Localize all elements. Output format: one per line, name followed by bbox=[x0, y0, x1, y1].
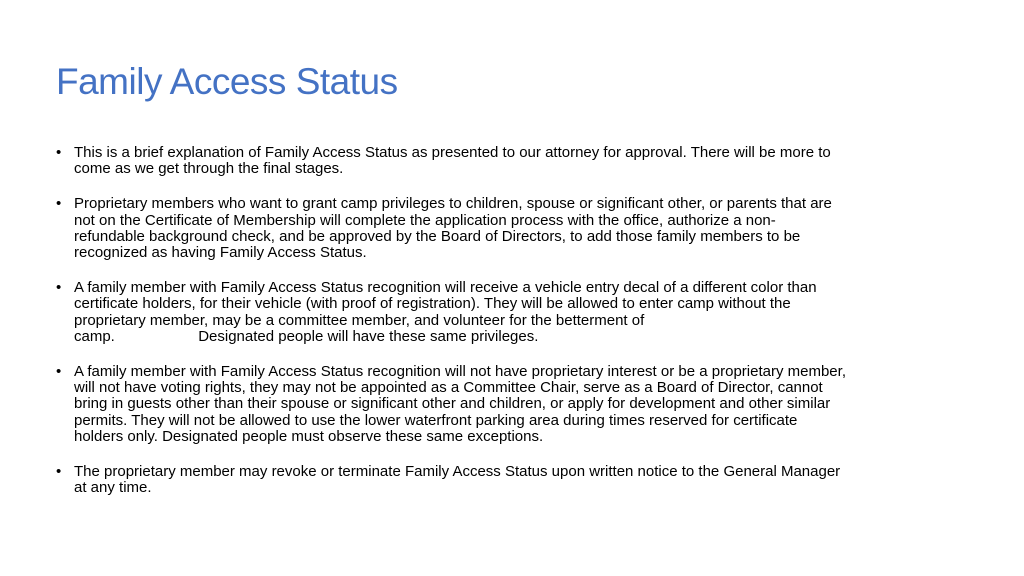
bullet-text bbox=[74, 145, 1001, 177]
bullet-line: Proprietary members who want to grant camp privileges to children, spouse or significant other, or parents that are bbox=[74, 195, 832, 213]
bullet-line: This is a brief explanation of Family Access Status as presented to our attorney for approval. There will be more to bbox=[74, 144, 831, 161]
bullet-line: not on the Certificate of Membership will complete the application process with the office, authorize a non- bbox=[74, 211, 776, 229]
bullet-text bbox=[74, 364, 1001, 445]
bullet-text bbox=[74, 464, 1001, 496]
bullet-dot-icon: • bbox=[56, 195, 62, 213]
bullet-line: will not have voting rights, they may not be appointed as a Committee Chair, serve as a Board of Director, cannot bbox=[74, 379, 823, 397]
bullet-line: come as we get through the final stages. bbox=[74, 160, 344, 178]
bullet-line: A family member with Family Access Status recognition will not have proprietary interest or be a proprietary member, bbox=[74, 363, 846, 381]
bullet-dot-icon: • bbox=[56, 463, 62, 481]
bullet-text bbox=[74, 280, 1001, 345]
bullet-item bbox=[56, 196, 1001, 261]
bullet-text bbox=[74, 196, 1001, 261]
bullet-line: bring in guests other than their spouse or significant other and children, or apply for development and other similar bbox=[74, 395, 831, 413]
bullet-item bbox=[56, 145, 1001, 177]
bullet-line: holders only. Designated people must observe these same exceptions. bbox=[74, 427, 544, 445]
bullet-line: at any time. bbox=[74, 479, 152, 497]
bullet-line: refundable background check, and be approved by the Board of Directors, to add those family members to be bbox=[74, 227, 801, 245]
bullet-line: The proprietary member may revoke or terminate Family Access Status upon written notice to the General Manager bbox=[74, 463, 841, 481]
bullet-dot-icon: • bbox=[56, 363, 62, 381]
bullet-item bbox=[56, 364, 1001, 445]
bullet-line: proprietary member, may be a committee member, and volunteer for the betterment of bbox=[74, 311, 645, 329]
bullet-list bbox=[56, 145, 1001, 515]
slide-title: Family Access Status bbox=[56, 61, 398, 102]
bullet-line: A family member with Family Access Status recognition will receive a vehicle entry decal of a different color than bbox=[74, 279, 817, 297]
bullet-line: recognized as having Family Access Status. bbox=[74, 244, 367, 262]
bullet-dot-icon: • bbox=[56, 279, 62, 297]
bullet-item bbox=[56, 280, 1001, 345]
bullet-line: permits. They will not be allowed to use the lower waterfront parking area during times reserved for certificate bbox=[74, 411, 798, 429]
bullet-line: camp. Designated people will have these same privileges. bbox=[74, 327, 539, 345]
bullet-dot-icon: • bbox=[56, 144, 62, 161]
bullet-item bbox=[56, 464, 1001, 496]
bullet-line: certificate holders, for their vehicle (with proof of registration). They will be allowed to enter camp without the bbox=[74, 295, 791, 313]
